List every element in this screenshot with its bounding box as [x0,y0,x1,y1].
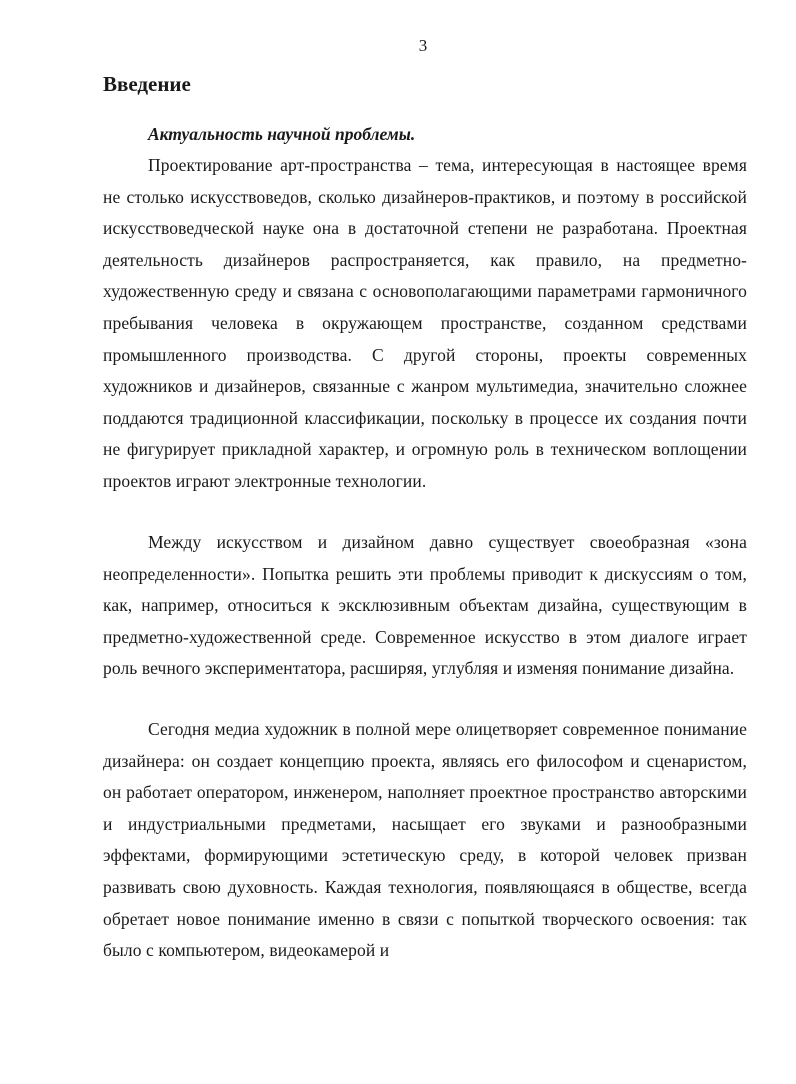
page-number: 3 [418,36,428,55]
paragraph: Проектирование арт-пространства – тема, интересующая в настоящее время не столько искусствоведов, сколько дизайнеров-практиков, и поэтому в российской искусствоведческой науке она в достаточной степени не разработана. Проектная деятельность дизайнеров распространяется, как правило, на предметно-художественную среду и связана с основополагающими параметрами гармоничного пребывания человека в окружающем пространстве, созданном средствами промышленного производства. С другой стороны, проекты современных художников и дизайнеров, связанные с жанром мультимедиа, значительно сложнее поддаются традиционной классификации, поскольку в процессе их создания почти не фигурирует прикладной характер, и огромную роль в техническом воплощении проектов играют электронные технологии. [103,155,747,491]
section-title: Введение [103,72,191,96]
paragraph: Сегодня медиа художник в полной мере олицетворяет современное понимание дизайнера: он создает концепцию проекта, являясь его философом и сценаристом, он работает оператором, инженером, наполняет проектное пространство авторскими и индустриальными предметами, насыщает его звуками и разнообразными эффектами, формирующими эстетическую среду, в которой человек призван развивать свою духовность. Каждая технология, появляющаяся в обществе, всегда обретает новое понимание именно в связи с попыткой творческого освоения: так было с компьютером, видеокамерой и [103,719,747,961]
section-subtitle: Актуальность научной проблемы. [148,124,416,144]
paragraph: Между искусством и дизайном давно существует своеобразная «зона неопределенности». Попытка решить эти проблемы приводит к дискуссиям о том, как, например, относиться к эксклюзивным объектам дизайна, существующим в предметно-художественной среде. Современное искусство в этом диалоге играет роль вечного экспериментатора, расширяя, углубляя и изменяя понимание дизайна. [103,532,747,679]
